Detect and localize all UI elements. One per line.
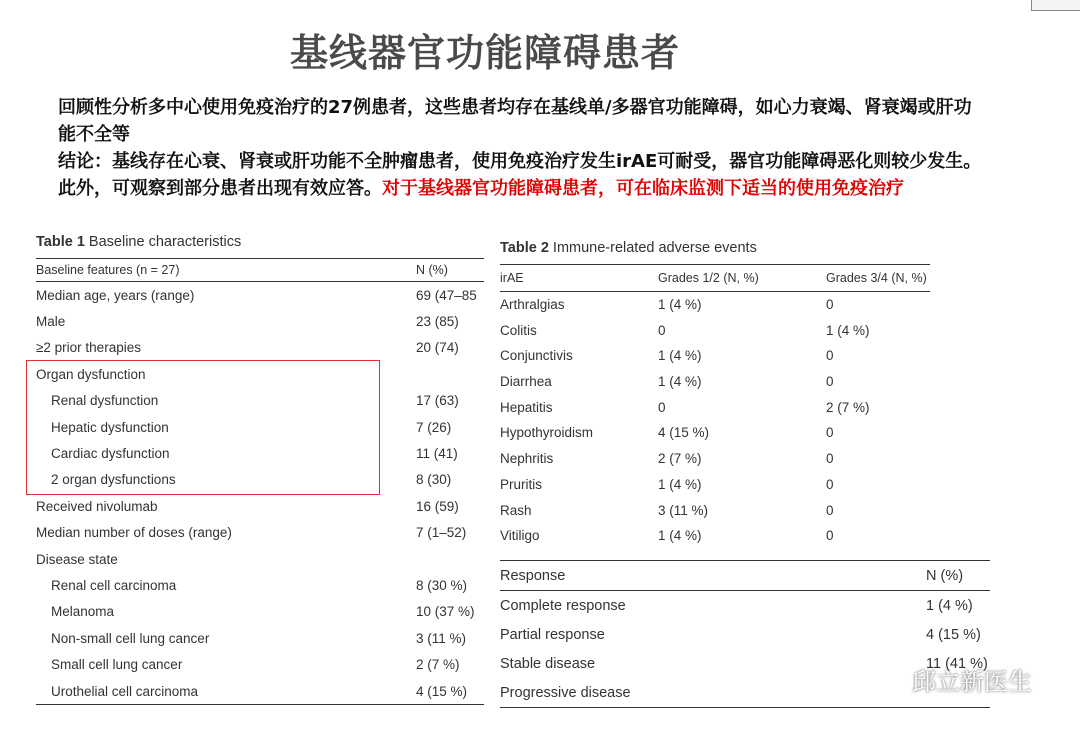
- table-cell: 7 (26): [416, 419, 452, 435]
- table-cell: 0: [826, 528, 834, 544]
- table-cell: 0: [826, 451, 834, 467]
- table-cell: 0: [826, 297, 834, 313]
- table-cell: 11 (41 %): [926, 655, 988, 672]
- table-cell: Renal cell carcinoma: [51, 577, 177, 593]
- table-cell: Organ dysfunction: [36, 366, 146, 382]
- table-cell: 20 (74): [416, 340, 459, 356]
- intro-text: [58, 94, 988, 202]
- table-cell: 1 (4 %): [658, 374, 702, 390]
- conclusion-highlight: 对于基线器官功能障碍患者，可在临床监测下适当的使用免疫治疗: [382, 178, 904, 199]
- table-cell: Hypothyroidism: [500, 425, 594, 441]
- corner-box: [1031, 0, 1080, 11]
- table-cell: 2 (7 %): [658, 451, 702, 467]
- table-cell: 3 (11 %): [658, 502, 709, 518]
- table-row: [36, 282, 484, 308]
- table-row: [500, 620, 990, 649]
- table-cell: 1 (4 %): [658, 528, 702, 544]
- table-row: [500, 343, 930, 369]
- table-cell: Pruritis: [500, 476, 543, 492]
- table-row: [36, 308, 484, 334]
- table-row: [500, 369, 930, 395]
- irae-table: [500, 240, 930, 549]
- table-cell: 1 (4 %): [658, 348, 702, 364]
- table-cell: Disease state: [36, 551, 118, 567]
- table-cell: 17 (63): [416, 393, 459, 409]
- page-title: 基线器官功能障碍患者: [289, 31, 680, 75]
- table-cell: 4 (15 %): [658, 425, 710, 441]
- table1-caption-text: Baseline characteristics: [84, 234, 242, 250]
- table-cell: Nephritis: [500, 451, 554, 467]
- table1-header: [36, 258, 484, 282]
- table-row: [36, 678, 484, 705]
- table-cell: Received nivolumab: [36, 498, 158, 514]
- table-cell: Hepatitis: [500, 399, 553, 415]
- table-cell: Vitiligo: [500, 528, 540, 544]
- table-cell: 0: [826, 348, 834, 364]
- table1-caption: [36, 234, 484, 250]
- table-cell: Melanoma: [51, 604, 115, 620]
- table-cell: 0: [826, 374, 834, 390]
- table2-header-grade34: Grades 3/4 (N, %): [826, 270, 927, 285]
- table-cell: Rash: [500, 502, 532, 518]
- table-row: [500, 446, 930, 472]
- table-cell: 8 (30): [416, 472, 452, 488]
- table-cell: Cardiac dysfunction: [51, 446, 170, 462]
- table-cell: 2 organ dysfunctions: [51, 472, 176, 488]
- table2-caption-text: Immune-related adverse events: [548, 240, 757, 256]
- table-row: [500, 420, 930, 446]
- table2-header-grade12: Grades 1/2 (N, %): [658, 270, 759, 285]
- organ-dysfunction-highlight-box: [26, 360, 380, 495]
- table-cell: 1 (4 %): [658, 476, 702, 492]
- table-cell: 3 (11 %): [416, 630, 467, 646]
- table-row: [500, 292, 930, 318]
- table-cell: 1 (4 %): [658, 297, 702, 313]
- wechat-icon: [870, 665, 906, 693]
- table1-header-n: N (%): [416, 263, 448, 277]
- table-cell: 1 (4 %): [826, 322, 870, 338]
- table-row: [36, 493, 484, 519]
- table-cell: 4 (15 %): [926, 626, 981, 643]
- table2-header: [500, 264, 930, 292]
- table2-caption: [500, 240, 930, 256]
- table-cell: 0: [826, 502, 834, 518]
- table-cell: 11 (41): [416, 446, 458, 462]
- table-cell: 2 (7 %): [416, 657, 460, 673]
- table-row: [500, 591, 990, 620]
- table-cell: Stable disease: [500, 655, 596, 672]
- table-row: [500, 394, 930, 420]
- table3-header: [500, 560, 990, 591]
- table-cell: 8 (30 %): [416, 577, 468, 593]
- table-cell: 0: [658, 322, 666, 338]
- table3-header-response: Response: [500, 567, 566, 584]
- table-row: [36, 651, 484, 677]
- table-cell: Conjunctivis: [500, 348, 573, 364]
- table-row: [36, 520, 484, 546]
- table-cell: 16 (59): [416, 498, 459, 514]
- table-cell: 0: [826, 476, 834, 492]
- table-row: [500, 497, 930, 523]
- conclusion-text: 结论：基线存在心衰、肾衰或肝功能不全肿瘤患者，使用免疫治疗发生irAE可耐受，器官功能障碍恶化则较少发生。此外，可观察到部分患者出现有效应答。: [58, 151, 982, 199]
- table-cell: 4 (15 %): [416, 683, 468, 699]
- table-row: [36, 546, 484, 572]
- table-cell: Small cell lung cancer: [51, 657, 183, 673]
- table-cell: 10 (37 %): [416, 604, 475, 620]
- table-cell: Progressive disease: [500, 684, 631, 701]
- table2-caption-label: Table 2: [500, 240, 549, 256]
- table-cell: ≥2 prior therapies: [36, 340, 141, 356]
- table-cell: Colitis: [500, 322, 537, 338]
- table-cell: 23 (85): [416, 314, 459, 330]
- watermark-text: 邱立新医生: [912, 667, 1032, 696]
- table-cell: Diarrhea: [500, 374, 552, 390]
- table-row: [36, 625, 484, 651]
- table-cell: Partial response: [500, 626, 605, 643]
- table-cell: Urothelial cell carcinoma: [51, 683, 199, 699]
- table-cell: Complete response: [500, 597, 626, 614]
- table-cell: 69 (47–85: [416, 287, 477, 303]
- intro-conclusion: [58, 148, 988, 202]
- table-cell: Median age, years (range): [36, 287, 195, 303]
- table-cell: Male: [36, 314, 66, 330]
- table1-header-feature: Baseline features (n = 27): [36, 263, 180, 277]
- table-cell: 1 (4 %): [926, 597, 973, 614]
- table3-header-n: N (%): [926, 567, 964, 584]
- table-row: [500, 472, 930, 498]
- table-cell: 7 (1–52): [416, 525, 467, 541]
- table-row: [36, 335, 484, 361]
- table1-caption-label: Table 1: [36, 234, 85, 250]
- table-cell: Non-small cell lung cancer: [51, 630, 210, 646]
- watermark: [870, 664, 1032, 694]
- table-row: [500, 317, 930, 343]
- table-row: [500, 523, 930, 549]
- table-cell: 2 (7 %): [826, 399, 870, 415]
- table2-header-irae: irAE: [500, 270, 524, 285]
- table-cell: 0: [826, 425, 834, 441]
- table-row: [36, 599, 484, 625]
- table-row: [36, 572, 484, 598]
- intro-line: 回顾性分析多中心使用免疫治疗的27例患者，这些患者均存在基线单/多器官功能障碍，如心力衰竭、肾衰竭或肝功能不全等: [58, 97, 972, 145]
- table-cell: Renal dysfunction: [51, 393, 159, 409]
- table-cell: Hepatic dysfunction: [51, 419, 169, 435]
- table-cell: Median number of doses (range): [36, 525, 232, 541]
- table-cell: 0: [658, 399, 666, 415]
- table-cell: Arthralgias: [500, 297, 565, 313]
